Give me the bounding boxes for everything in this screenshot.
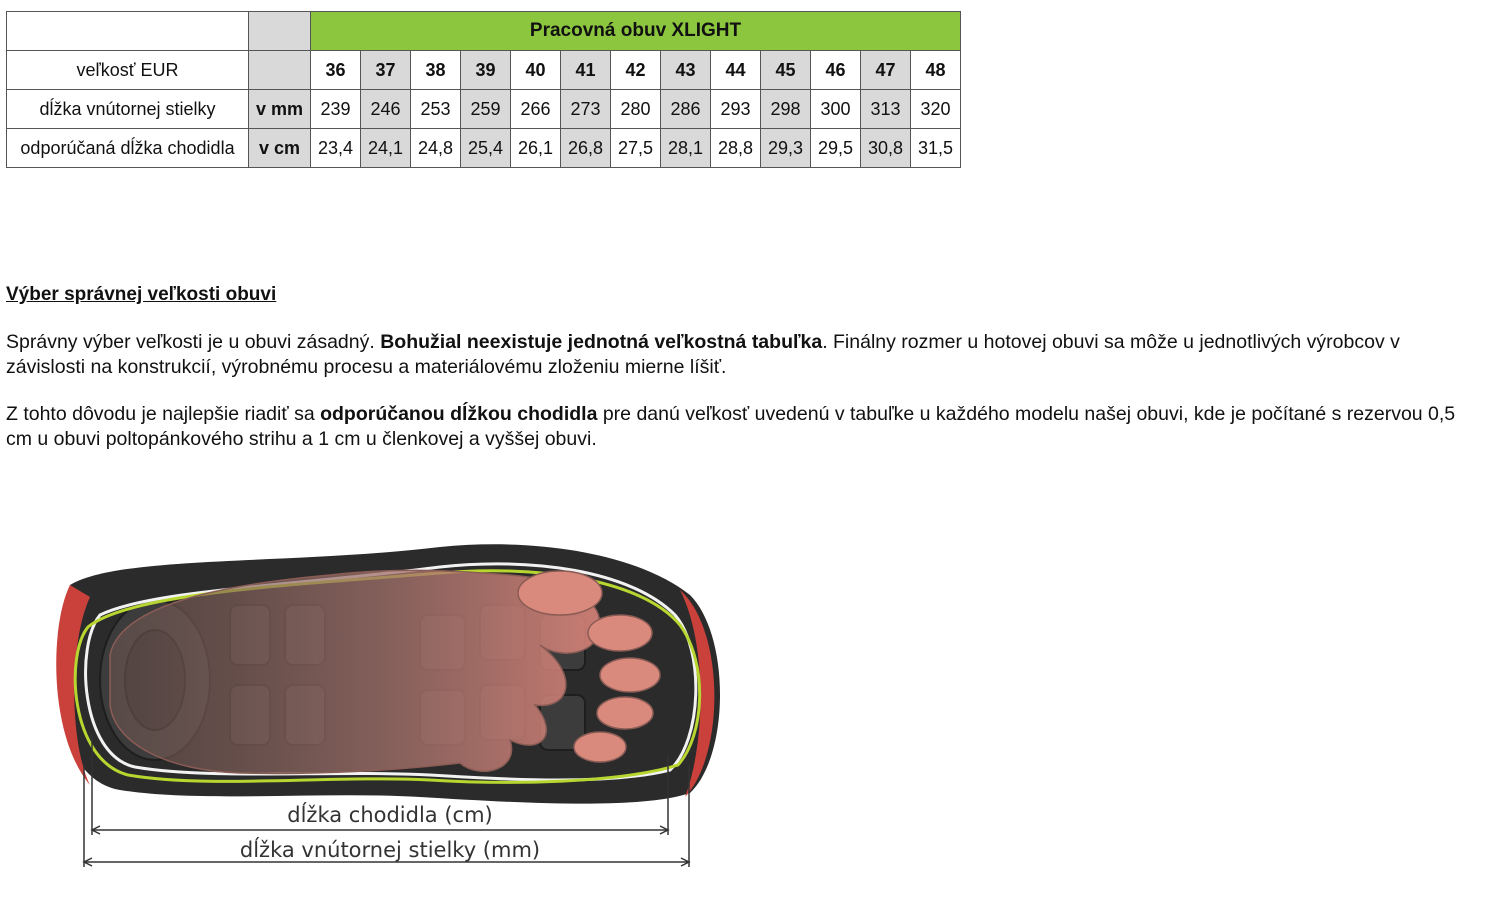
insole-length-label: dĺžka vnútornej stielky (mm) xyxy=(239,838,541,862)
table-cell: 31,5 xyxy=(911,129,961,168)
p1-bold: Bohužial neexistuje jednotná veľkostná tabuľka xyxy=(380,331,823,353)
table-cell: 286 xyxy=(661,90,711,129)
table-cell: 25,4 xyxy=(461,129,511,168)
table-cell: 246 xyxy=(361,90,411,129)
p2-text-c: pre danú veľkosť uvedenú v tabuľke u každého modelu našej obuvi, kde je počítané s rezervou 0,5 cm u obuvi poltopánkového strihu a 1 cm u členkovej a vyššej obuvi. xyxy=(6,403,1456,450)
table-cell: 293 xyxy=(711,90,761,129)
table-cell: 280 xyxy=(611,90,661,129)
table-cell: 40 xyxy=(511,51,561,90)
table-cell: 313 xyxy=(861,90,911,129)
row-size-eur xyxy=(7,51,961,90)
table-cell: 24,1 xyxy=(361,129,411,168)
table-cell: 47 xyxy=(861,51,911,90)
table-cell: 266 xyxy=(511,90,561,129)
p2-text-a: Z tohto dôvodu je najlepšie riadiť sa xyxy=(6,403,321,425)
table-cell: 28,1 xyxy=(661,129,711,168)
table-cell: 26,8 xyxy=(561,129,611,168)
table-cell: 23,4 xyxy=(311,129,361,168)
table-cell: 253 xyxy=(411,90,461,129)
row-label: veľkosť EUR xyxy=(7,51,249,90)
table-cell: 320 xyxy=(911,90,961,129)
row-foot-length xyxy=(7,129,961,168)
size-table xyxy=(6,11,961,168)
table-cell: 48 xyxy=(911,51,961,90)
paragraph-intro xyxy=(6,330,1482,380)
section-heading: Výber správnej veľkosti obuvi xyxy=(6,284,277,305)
table-cell: 42 xyxy=(611,51,661,90)
table-cell: 44 xyxy=(711,51,761,90)
table-cell: 39 xyxy=(461,51,511,90)
table-cell: 298 xyxy=(761,90,811,129)
table-corner-unit-cell xyxy=(249,12,311,51)
table-cell: 24,8 xyxy=(411,129,461,168)
table-cell: 29,3 xyxy=(761,129,811,168)
table-cell: 26,1 xyxy=(511,129,561,168)
row-label: dĺžka vnútornej stielky xyxy=(7,90,249,129)
table-cell: 300 xyxy=(811,90,861,129)
table-cell: 29,5 xyxy=(811,129,861,168)
p2-bold: odporúčanou dĺžkou chodidla xyxy=(320,403,598,425)
table-cell: 41 xyxy=(561,51,611,90)
insole-illustration xyxy=(40,535,730,875)
table-cell: 28,8 xyxy=(711,129,761,168)
table-cell: 37 xyxy=(361,51,411,90)
row-insole-length xyxy=(7,90,961,129)
table-cell: 259 xyxy=(461,90,511,129)
table-cell: 239 xyxy=(311,90,361,129)
table-cell: 30,8 xyxy=(861,129,911,168)
table-corner-cell xyxy=(7,12,249,51)
table-cell: 43 xyxy=(661,51,711,90)
table-cell: 273 xyxy=(561,90,611,129)
row-unit xyxy=(249,51,311,90)
table-cell: 36 xyxy=(311,51,361,90)
p1-text-a: Správny výber veľkosti je u obuvi zásadný. xyxy=(6,331,381,353)
p1-text-c: . Finálny rozmer u hotovej obuvi sa môže u jednotlivých výrobcov v závislosti na konstrukcií, výrobnému procesu a materiálovému zloženiu mierne líšiť. xyxy=(6,331,1400,378)
table-cell: 45 xyxy=(761,51,811,90)
table-cell: 27,5 xyxy=(611,129,661,168)
table-cell: 46 xyxy=(811,51,861,90)
table-title-row xyxy=(7,12,961,51)
insole-diagram xyxy=(40,535,730,875)
paragraph-advice xyxy=(6,402,1482,452)
row-unit: v cm xyxy=(249,129,311,168)
row-unit: v mm xyxy=(249,90,311,129)
table-title: Pracovná obuv XLIGHT xyxy=(311,12,961,51)
row-label: odporúčaná dĺžka chodidla xyxy=(7,129,249,168)
table-cell: 38 xyxy=(411,51,461,90)
foot-length-label: dĺžka chodidla (cm) xyxy=(287,803,493,827)
